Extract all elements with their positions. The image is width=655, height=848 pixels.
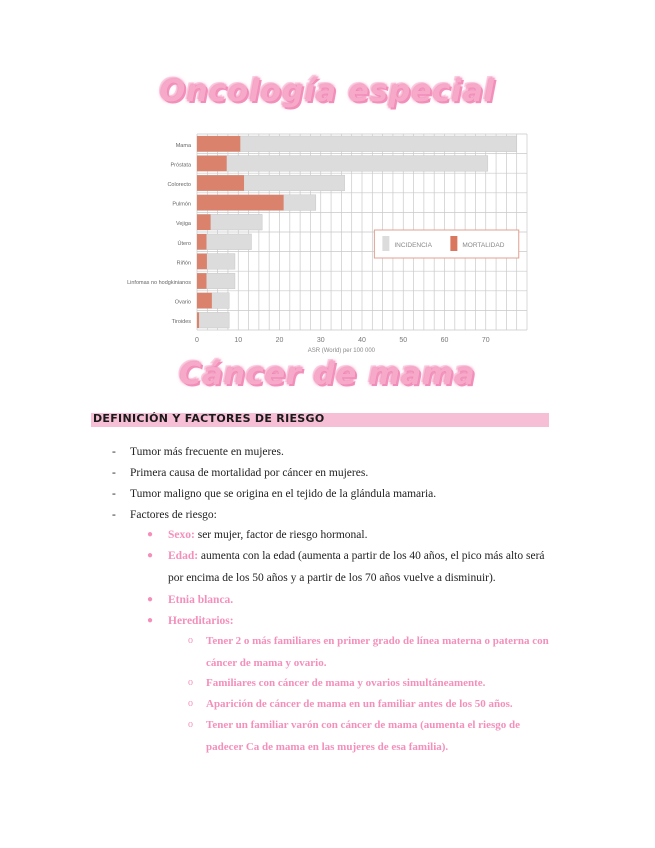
bar-incidence: [197, 136, 517, 152]
legend-swatch-incidence: [382, 236, 389, 251]
x-tick-label: 40: [358, 337, 366, 344]
bar-mortality: [197, 273, 206, 289]
bar-mortality: [197, 293, 212, 309]
risk-factor-label: Etnia blanca.: [168, 594, 234, 606]
circle-marker: o: [188, 635, 193, 646]
bar-mortality: [197, 195, 284, 211]
bar-mortality: [197, 214, 211, 230]
risk-factor-text: [168, 524, 367, 546]
bullet-marker: ●: [147, 550, 154, 561]
bar-incidence: [197, 156, 488, 172]
dash-marker: -: [112, 467, 116, 479]
x-tick-label: 20: [275, 337, 284, 344]
bullet-marker: ●: [147, 529, 154, 540]
category-label: Linfomas no hodgkinianos: [127, 280, 191, 286]
category-label: Ovario: [174, 299, 191, 306]
category-label: Colorecto: [167, 182, 191, 188]
dash-marker: -: [112, 509, 116, 521]
bar-mortality: [197, 254, 207, 270]
bar-mortality: [197, 312, 199, 328]
category-label: Pulmón: [172, 201, 191, 208]
risk-factor-description: aumenta con la edad (aumenta a partir de los 40 años, el pico más alto será por encima de los 50 años y a partir de los 70 años vuelve a disminuir).: [168, 550, 545, 584]
circle-marker: o: [188, 719, 193, 730]
dash-marker: -: [112, 488, 116, 500]
bullet-marker: ●: [147, 594, 154, 605]
bar-mortality: [197, 175, 244, 191]
incidence-mortality-bar-chart: [115, 128, 535, 360]
risk-factor-label: Edad:: [168, 550, 199, 562]
legend-swatch-mortality: [450, 236, 457, 251]
page-title: Oncología especial: [159, 74, 496, 109]
x-axis-label: ASR (World) per 100 000: [307, 348, 376, 354]
legend-label-incidence: INCIDENCIA: [394, 242, 432, 249]
hereditary-item-text: Aparición de cáncer de mama en un familiar antes de los 50 años.: [206, 698, 513, 710]
bar-mortality: [197, 156, 227, 172]
list-item-text: Tumor maligno que se origina en el tejido de la glándula mamaria.: [130, 488, 437, 500]
legend-label-mortality: MORTALIDAD: [462, 242, 505, 249]
risk-factor-label: Hereditarios:: [168, 615, 234, 627]
list-item-text: Factores de riesgo:: [130, 509, 217, 521]
x-tick-label: 10: [234, 337, 243, 344]
circle-marker: o: [188, 677, 193, 688]
category-label: Mama: [175, 142, 191, 149]
category-label: Tiroides: [171, 319, 191, 326]
section-heading-breast-cancer: Cáncer de mama: [179, 357, 476, 392]
x-tick-label: 30: [316, 337, 325, 344]
risk-factor-label: Sexo:: [168, 529, 195, 541]
hereditary-item-text: Tener 2 o más familiares en primer grado de línea materna o paterna con cáncer de mama y ovario.: [206, 635, 549, 669]
risk-factor-description: ser mujer, factor de riesgo hormonal.: [194, 529, 368, 541]
category-label: Útero: [177, 240, 191, 247]
dash-marker: -: [112, 446, 116, 458]
circle-marker: o: [188, 698, 193, 709]
category-label: Riñón: [176, 260, 191, 267]
bullet-marker: ●: [147, 615, 154, 626]
list-item-text: Primera causa de mortalidad por cáncer en mujeres.: [130, 467, 369, 479]
x-tick-label: 70: [481, 337, 490, 344]
x-tick-label: 50: [399, 337, 408, 344]
bar-incidence: [197, 312, 229, 328]
category-label: Próstata: [170, 162, 191, 169]
x-tick-label: 60: [440, 337, 449, 344]
x-tick-label: 0: [195, 337, 199, 344]
list-item-text: Tumor más frecuente en mujeres.: [130, 446, 284, 458]
hereditary-item-text: Familiares con cáncer de mama y ovarios simultáneamente.: [206, 677, 486, 689]
bar-mortality: [197, 136, 240, 152]
bar-mortality: [197, 234, 206, 250]
hereditary-item-text: Tener un familiar varón con cáncer de mama (aumenta el riesgo de padecer Ca de mama en las mujeres de esa familia).: [206, 719, 520, 753]
category-label: Vejiga: [176, 221, 191, 228]
risk-factor-text: [168, 545, 558, 589]
section-title: DEFINICIÓN Y FACTORES DE RIESGO: [93, 412, 325, 425]
